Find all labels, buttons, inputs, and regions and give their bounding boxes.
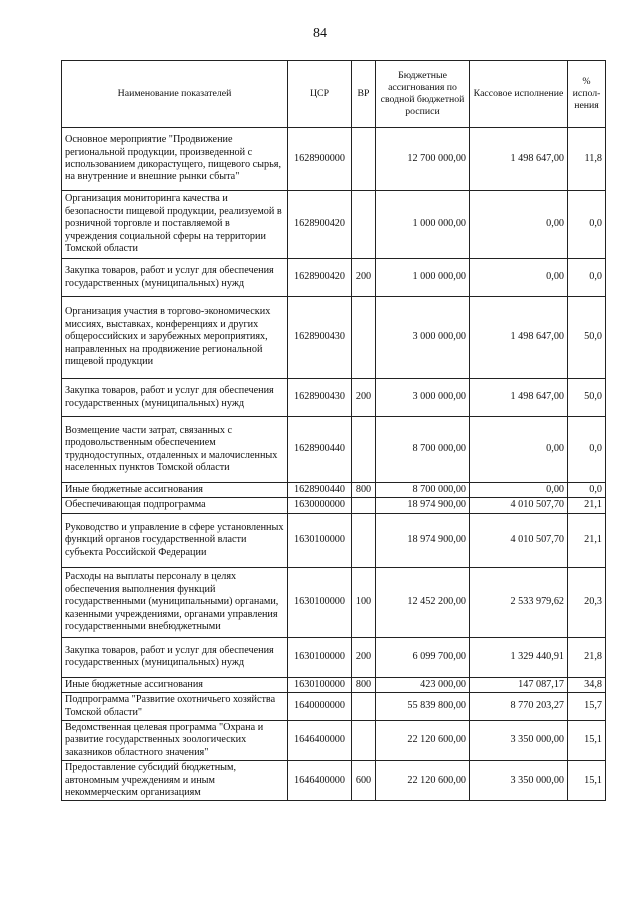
row-budget: 22 120 600,00 [376,761,470,801]
row-budget: 18 974 900,00 [376,513,470,567]
table-row [62,761,606,801]
row-cash: 1 329 440,91 [470,637,568,677]
table-header-row [62,61,606,128]
row-csr: 1646400000 [288,721,352,761]
row-cash: 1 498 647,00 [470,128,568,191]
row-vr [352,721,376,761]
row-csr: 1630100000 [288,637,352,677]
row-name: Возмещение части затрат, связанных с продовольственным обеспечением труднодоступных, отдаленных и малочисленных населенных пунктов Томской области [62,417,288,483]
row-cash: 4 010 507,70 [470,513,568,567]
table-row [62,693,606,721]
column-header-vr: ВР [352,61,376,128]
row-vr [352,297,376,379]
row-cash: 0,00 [470,483,568,498]
row-cash: 0,00 [470,191,568,259]
page-number: 84 [313,26,327,41]
row-percent: 0,0 [568,191,606,259]
row-csr: 1628900430 [288,297,352,379]
row-budget: 22 120 600,00 [376,721,470,761]
row-percent: 0,0 [568,483,606,498]
row-csr: 1628900440 [288,483,352,498]
column-header-cash: Кассовое исполнение [470,61,568,128]
row-csr: 1640000000 [288,693,352,721]
row-name: Закупка товаров, работ и услуг для обеспечения государственных (муниципальных) нужд [62,637,288,677]
row-budget: 18 974 900,00 [376,498,470,513]
row-budget: 423 000,00 [376,677,470,692]
row-vr [352,693,376,721]
row-percent: 11,8 [568,128,606,191]
row-budget: 55 839 800,00 [376,693,470,721]
row-name: Закупка товаров, работ и услуг для обеспечения государственных (муниципальных) нужд [62,379,288,417]
row-csr: 1628900440 [288,417,352,483]
row-vr [352,513,376,567]
row-csr: 1630100000 [288,513,352,567]
column-header-csr: ЦСР [288,61,352,128]
row-percent: 21,1 [568,513,606,567]
row-cash: 1 498 647,00 [470,297,568,379]
row-budget: 12 700 000,00 [376,128,470,191]
row-percent: 15,1 [568,721,606,761]
row-vr [352,498,376,513]
row-vr: 800 [352,677,376,692]
table-row [62,417,606,483]
row-csr: 1630100000 [288,677,352,692]
row-csr: 1628900420 [288,259,352,297]
row-name: Руководство и управление в сфере установленных функций органов государственной власти субъекта Российской Федерации [62,513,288,567]
row-csr: 1646400000 [288,761,352,801]
row-vr: 600 [352,761,376,801]
row-name: Закупка товаров, работ и услуг для обеспечения государственных (муниципальных) нужд [62,259,288,297]
table-row [62,637,606,677]
row-percent: 50,0 [568,297,606,379]
row-cash: 3 350 000,00 [470,761,568,801]
table-row [62,128,606,191]
row-cash: 4 010 507,70 [470,498,568,513]
table-row [62,259,606,297]
row-budget: 8 700 000,00 [376,417,470,483]
row-percent: 34,8 [568,677,606,692]
row-percent: 0,0 [568,259,606,297]
row-percent: 20,3 [568,567,606,637]
row-vr: 100 [352,567,376,637]
row-budget: 1 000 000,00 [376,191,470,259]
row-name: Иные бюджетные ассигнования [62,483,288,498]
budget-table [61,60,606,801]
row-name: Иные бюджетные ассигнования [62,677,288,692]
column-header-name: Наименование показателей [62,61,288,128]
row-budget: 12 452 200,00 [376,567,470,637]
row-budget: 6 099 700,00 [376,637,470,677]
row-cash: 8 770 203,27 [470,693,568,721]
row-vr: 200 [352,259,376,297]
table-row [62,379,606,417]
row-vr [352,128,376,191]
row-csr: 1628900420 [288,191,352,259]
row-name: Основное мероприятие "Продвижение региональной продукции, произведенной с использованием дикорастущего, пищевого сырья, на внутренние и внешние рынки сбыта" [62,128,288,191]
table-row [62,513,606,567]
row-budget: 3 000 000,00 [376,297,470,379]
table-row [62,567,606,637]
row-budget: 3 000 000,00 [376,379,470,417]
table-row [62,191,606,259]
table-row [62,297,606,379]
row-vr: 800 [352,483,376,498]
row-csr: 1630000000 [288,498,352,513]
row-percent: 50,0 [568,379,606,417]
row-percent: 0,0 [568,417,606,483]
table-row [62,677,606,692]
row-name: Предоставление субсидий бюджетным, автономным учреждениям и иным некоммерческим организациям [62,761,288,801]
column-header-percent: % испол-нения [568,61,606,128]
row-name: Ведомственная целевая программа "Охрана и развитие государственных зоологических заказников областного значения" [62,721,288,761]
row-percent: 21,1 [568,498,606,513]
row-csr: 1630100000 [288,567,352,637]
row-percent: 15,7 [568,693,606,721]
row-name: Подпрограмма "Развитие охотничьего хозяйства Томской области" [62,693,288,721]
table-row [62,483,606,498]
row-name: Обеспечивающая подпрограмма [62,498,288,513]
row-percent: 21,8 [568,637,606,677]
row-vr: 200 [352,379,376,417]
row-budget: 8 700 000,00 [376,483,470,498]
row-cash: 0,00 [470,259,568,297]
row-percent: 15,1 [568,761,606,801]
table-row [62,721,606,761]
row-budget: 1 000 000,00 [376,259,470,297]
row-csr: 1628900000 [288,128,352,191]
row-cash: 3 350 000,00 [470,721,568,761]
row-name: Организация мониторинга качества и безопасности пищевой продукции, реализуемой в розничной торговле и поставляемой в учреждения социальной сферы на территории Томской области [62,191,288,259]
row-name: Организация участия в торгово-экономических миссиях, выставках, конференциях и других общероссийских и зарубежных мероприятиях, направленных на продвижение региональной пищевой продукции [62,297,288,379]
table-row [62,498,606,513]
row-cash: 2 533 979,62 [470,567,568,637]
row-cash: 0,00 [470,417,568,483]
row-csr: 1628900430 [288,379,352,417]
row-vr: 200 [352,637,376,677]
row-vr [352,417,376,483]
row-cash: 1 498 647,00 [470,379,568,417]
column-header-budget: Бюджетные ассигнования по сводной бюджетной росписи [376,61,470,128]
row-name: Расходы на выплаты персоналу в целях обеспечения выполнения функций государственными (муниципальными) органами, казенными учреждениями, органами управления государственными внебюджетными [62,567,288,637]
row-cash: 147 087,17 [470,677,568,692]
row-vr [352,191,376,259]
